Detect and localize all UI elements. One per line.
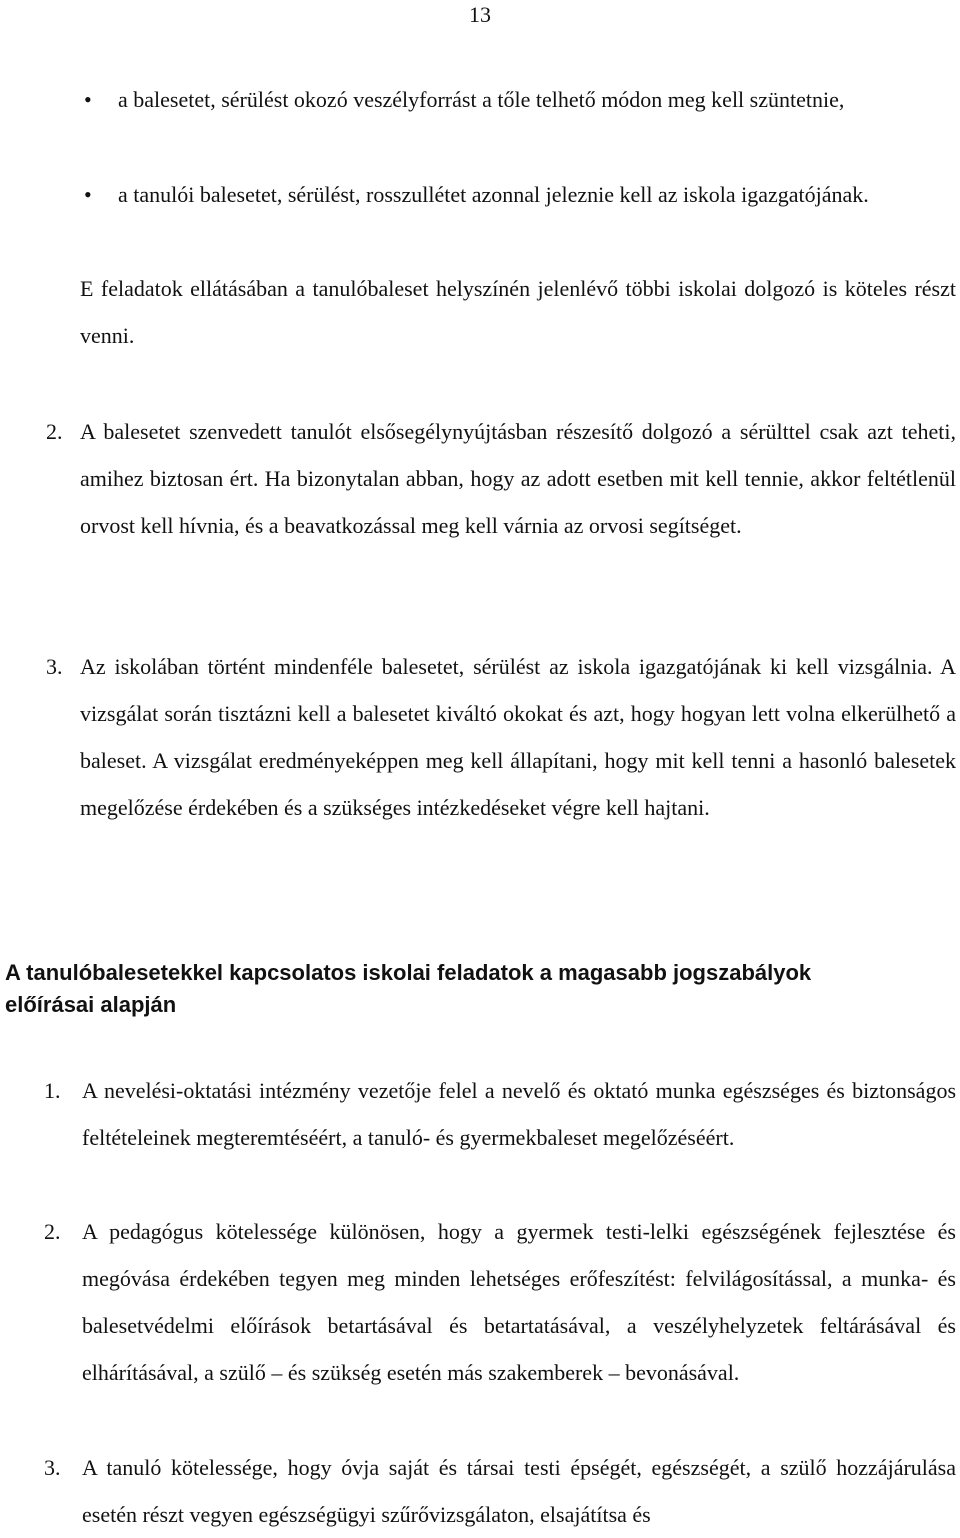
section-heading: A tanulóbalesetekkel kapcsolatos iskolai feladatok a magasabb jogszabályok előírásai alapján: [5, 960, 812, 1017]
item-number: 1.: [44, 1078, 61, 1103]
intro-paragraph: E feladatok ellátásában a tanulóbaleset helyszínén jelenlévő többi iskolai dolgozó is köteles részt venni.: [80, 276, 956, 348]
item-text: A nevelési-oktatási intézmény vezetője felel a nevelő és oktató munka egészséges és biztonságos feltételeinek megteremtéséért, a tanuló- és gyermekbaleset megelőzéséért.: [82, 1078, 956, 1150]
numbered-item: [46, 408, 956, 549]
item-text: Az iskolában történt mindenféle balesetet, sérülést az iskola igazgatójának ki kell vizsgálnia. A vizsgálat során tisztázni kell a balesetet kiváltó okokat és azt, hogy hogyan lett volna elkerülhető a baleset. A vizsgálat eredményeképpen meg kell állapítani, hogy mit kell tenni a hasonló balesetek megelőzése érdekében és a szükséges intézkedéseket végre kell hajtani.: [80, 654, 956, 820]
numbered-item: [44, 1444, 956, 1538]
item-text: A balesetet szenvedett tanulót elsősegélynyújtásban részesítő dolgozó a sérülttel csak azt teheti, amihez biztosan ért. Ha bizonytalan abban, hogy az adott esetben mit kell tennie, akkor feltétlenül orvost kell hívnia, és a beavatkozással meg kell várnia az orvosi segítséget.: [80, 419, 956, 538]
numbered-item: [46, 643, 956, 831]
bullet-item: • a tanulói balesetet, sérülést, rosszullétet azonnal jeleznie kell az iskola igazgatójának.: [118, 171, 956, 218]
item-number: 2.: [44, 1219, 61, 1244]
bullet-item: • a balesetet, sérülést okozó veszélyforrást a tőle telhető módon meg kell szüntetnie,: [118, 76, 956, 123]
numbered-item: [44, 1067, 956, 1161]
item-number: 3.: [44, 1455, 61, 1480]
item-number: 3.: [46, 654, 63, 679]
item-number: 2.: [46, 419, 63, 444]
item-text: A tanuló kötelessége, hogy óvja saját és társai testi épségét, egészségét, a szülő hozzájárulása esetén részt vegyen egészségügyi szűrővizsgálaton, elsajátítsa és: [82, 1455, 956, 1527]
numbered-item: [44, 1208, 956, 1396]
page-number: 13: [469, 2, 491, 27]
item-text: A pedagógus kötelessége különösen, hogy a gyermek testi-lelki egészségének fejlesztése és megóvása érdekében tegyen meg minden lehetséges erőfeszítést: felvilágosítással, a munka- és balesetvédelmi előírások betartásával és betartatásával, a veszélyhelyzetek feltárásával és elhárításával, a szülő – és szükség esetén más szakemberek – bevonásával.: [82, 1219, 956, 1385]
